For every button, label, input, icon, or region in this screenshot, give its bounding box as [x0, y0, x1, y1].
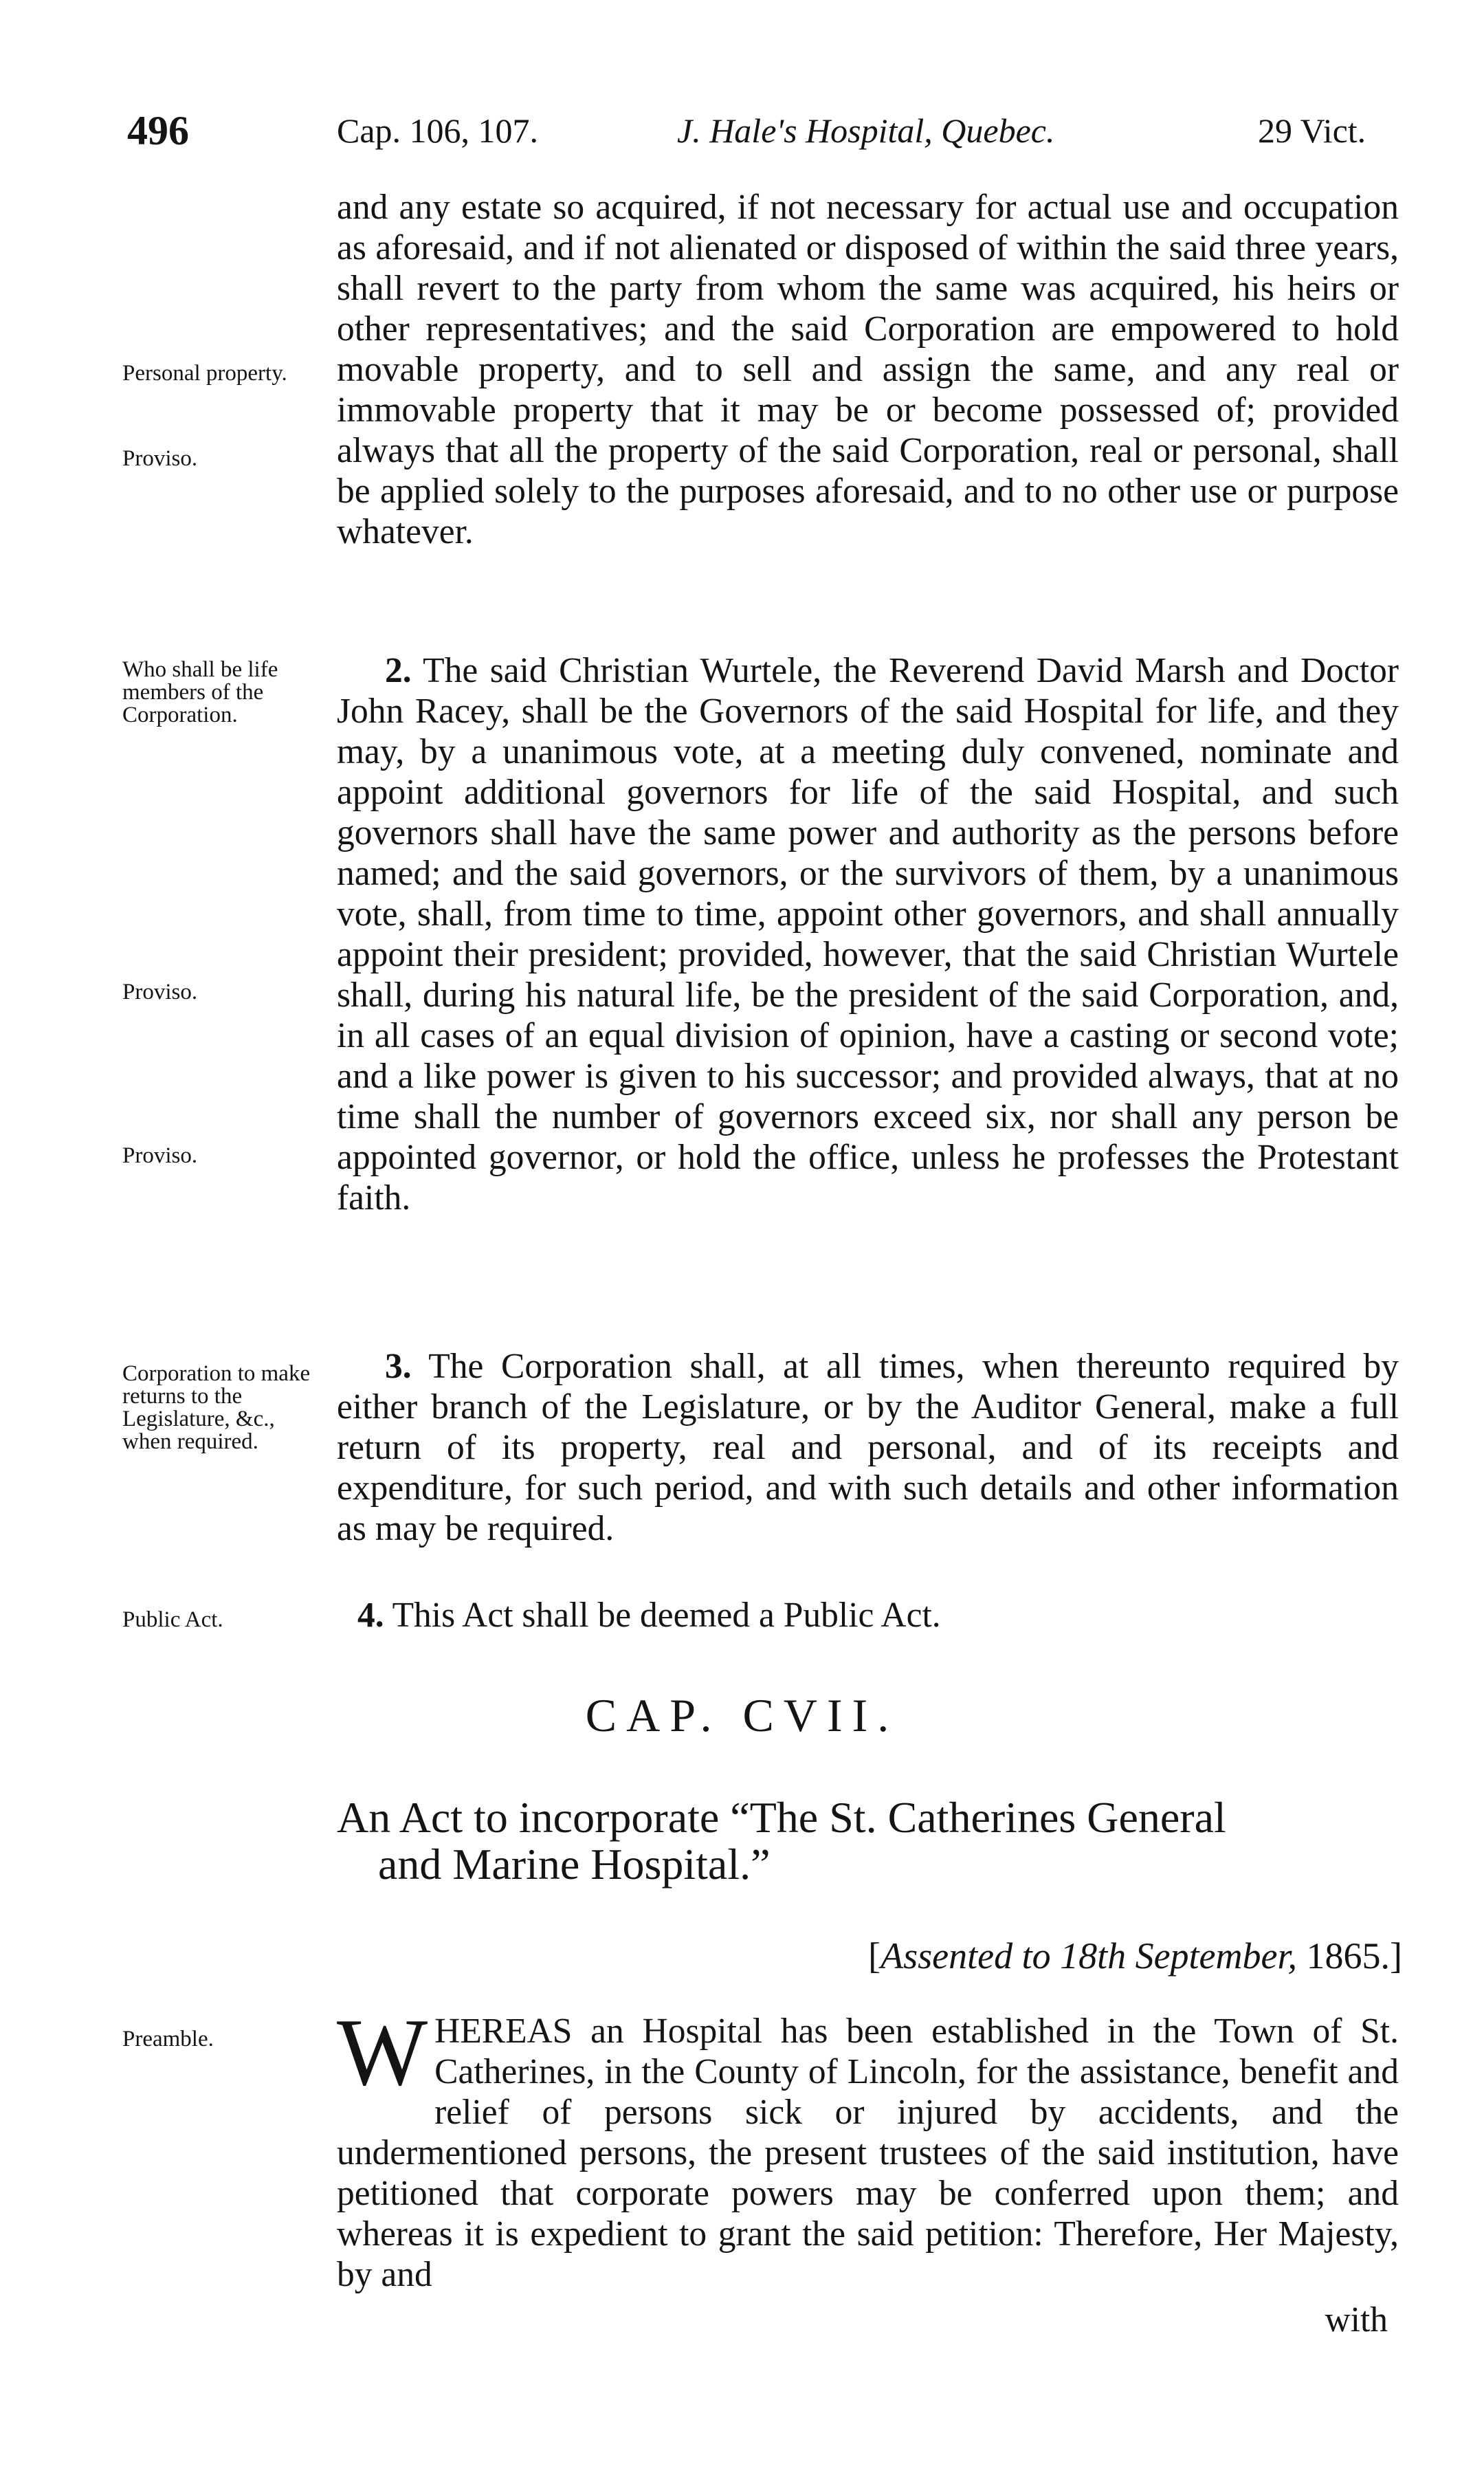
- regnal-year: 29 Vict.: [1258, 111, 1366, 150]
- chapter-heading: CAP. CVII.: [585, 1689, 899, 1741]
- section-4-text: This Act shall be deemed a Public Act.: [392, 1596, 941, 1635]
- chapter-reference: Cap. 106, 107.: [337, 111, 539, 150]
- section-3: [337, 1346, 1399, 1549]
- section-4-number: 4.: [357, 1596, 384, 1635]
- section-3-text: The Corporation shall, at all times, when thereunto required by either branch of the Legislature, or by the Auditor General, make a full return of its property, real and personal, and of its receipts and expenditure, for such period, and with such details and other information as may be required.: [337, 1347, 1399, 1548]
- side-note-personal-property: Personal property.: [122, 361, 287, 386]
- assent-date: [742, 1932, 1402, 1980]
- page-number: 496: [127, 108, 189, 153]
- section-2-paragraph: [337, 650, 1399, 1218]
- preamble-text: HEREAS an Hospital has been established in the Town of St. Catherines, in the County of Lincoln, for the assistance, benefit and relief of persons sick or injured by accidents, and the undermentioned persons, the present trustees of the said institution, have petitioned that corporate powers may be conferred upon them; and whereas it is expedient to grant the said petition: Therefore, Her Majesty, by and: [337, 2012, 1399, 2294]
- section-4-paragraph: [337, 1595, 1399, 1636]
- assent-bracket: [: [868, 1935, 881, 1977]
- section-4: [337, 1595, 1399, 1636]
- side-note-proviso: Proviso.: [122, 446, 198, 471]
- side-note-public-act: Public Act.: [122, 1607, 223, 1632]
- act-title-line-2: and Marine Hospital.”: [378, 1840, 771, 1889]
- act-title: [337, 1794, 1399, 1888]
- drop-cap: W: [337, 1999, 428, 2106]
- section-3-number: 3.: [385, 1347, 412, 1386]
- section-2: [337, 650, 1399, 1218]
- side-note-preamble: Preamble.: [122, 2027, 214, 2051]
- section-2-number: 2.: [385, 651, 412, 690]
- section-2-text: The said Christian Wurtele, the Reverend David Marsh and Doctor John Racey, shall be the Governors of the said Hospital for life, and they may, by a unanimous vote, at a meeting duly convened, nominate and appoint additional governors for life of the said Hospital, and such governors shall have the same power and authority as the persons before named; and the said governors, or the survivors of them, by a unanimous vote, shall, from time to time, appoint other governors, and shall annually appoint their president; provided, however, that the said Christian Wurtele shall, during his natural life, be the president of the said Corporation, and, in all cases of an equal division of opinion, have a casting or second vote; and a like power is given to his successor; and provided always, that at no time shall the number of governors exceed six, nor shall any person be appointed governor, or hold the office, unless he professes the Protestant faith.: [337, 651, 1399, 1218]
- assent-text: Assented to 18th September,: [881, 1935, 1298, 1977]
- act-title-line-1: An Act to incorporate “The St. Catherines General: [337, 1793, 1226, 1842]
- section-continuation-text: and any estate so acquired, if not necessary for actual use and occupation as aforesaid, and if not alienated or disposed of within the said three years, shall revert to the party from whom the same was acquired, his heirs or other representatives; and the said Corporation are empowered to hold movable property, and to sell and assign the same, and any real or immovable property that it may be or become possessed of; provided always that all the property of the said Corporation, real or personal, shall be applied solely to the purposes aforesaid, and to no other use or purpose whatever.: [337, 188, 1399, 551]
- catchword: with: [1325, 2300, 1388, 2340]
- assent-year: 1865.]: [1306, 1935, 1402, 1977]
- running-title: J. Hale's Hospital, Quebec.: [677, 111, 1055, 150]
- side-note-proviso: Proviso.: [122, 980, 198, 1004]
- section-3-paragraph: [337, 1346, 1399, 1549]
- side-note-returns: Corporation to make returns to the Legislature, &c., when required.: [122, 1361, 311, 1454]
- side-note-proviso: Proviso.: [122, 1143, 198, 1168]
- preamble-paragraph: [337, 1999, 1399, 2295]
- preamble: [337, 1999, 1399, 2295]
- section-continuation: [337, 187, 1399, 552]
- side-note-life-members: Who shall be life members of the Corporation.: [122, 657, 278, 727]
